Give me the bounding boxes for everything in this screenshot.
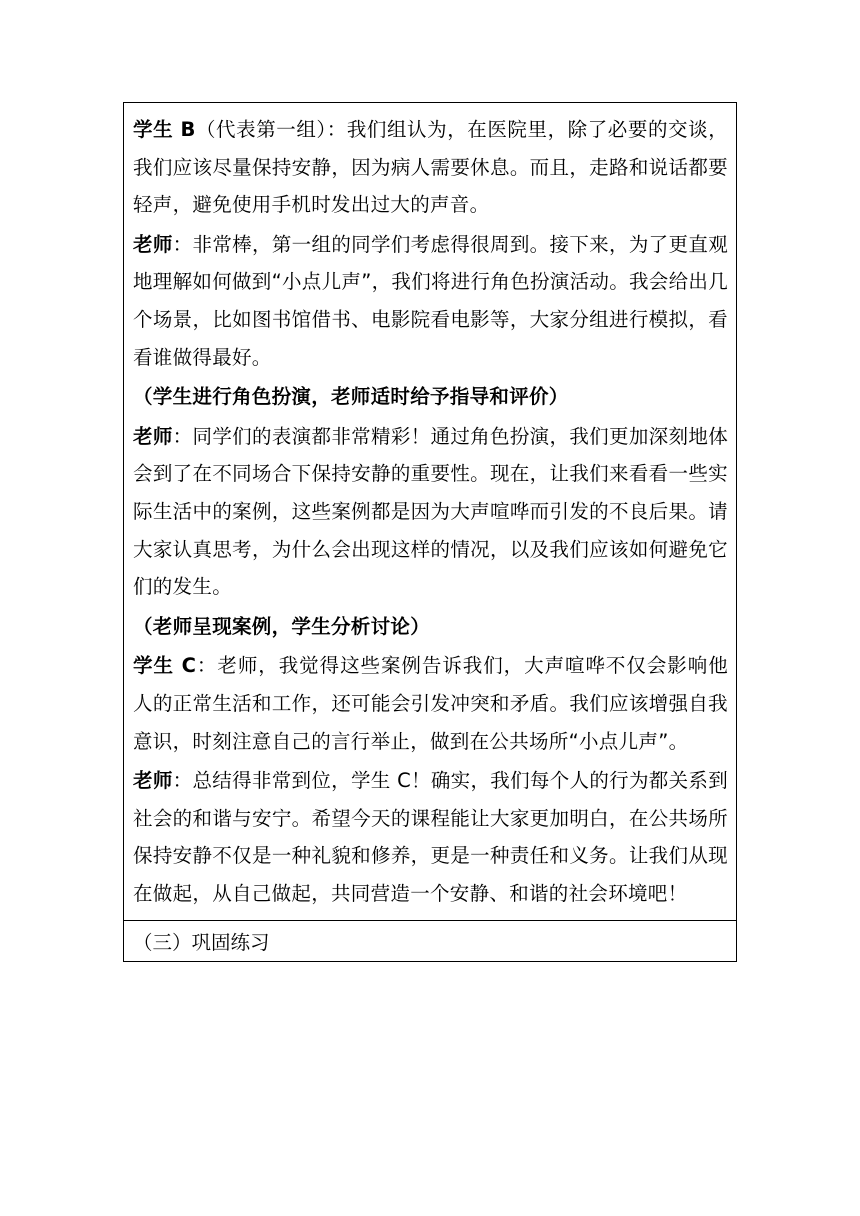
stage-direction-case-study: （老师呈现案例，学生分析讨论） (133, 614, 431, 638)
dialogue-paragraph-teacher (133, 418, 728, 606)
dialogue-text: ：同学们的表演都非常精彩！通过角色扮演，我们更加深刻地体会到了在不同场合下保持安静的重要性。现在，让我们来看看一些实际生活中的案例，这些案例都是因为大声喧哗而引发的不良后果。请大家认真思考，为什么会出现这样的情况，以及我们应该如何避免它们的发生。 (133, 424, 728, 599)
dialogue-text: （代表第一组）：我们组认为，在医院里，除了必要的交谈，我们应该尽量保持安静，因为病人需要休息。而且，走路和说话都要轻声，避免使用手机时发出过大的声音。 (133, 118, 728, 217)
dialogue-paragraph-student-c (133, 647, 728, 760)
dialogue-text: ：老师，我觉得这些案例告诉我们，大声喧哗不仅会影响他人的正常生活和工作，还可能会引发冲突和矛盾。我们应该增强自我意识，时刻注意自己的言行举止，做到在公共场所“小点儿声”。 (133, 654, 728, 753)
dialogue-paragraph-student-b (133, 111, 728, 224)
lesson-table (123, 102, 737, 962)
speaker-label: 老师 (133, 232, 173, 256)
dialogue-paragraph-teacher (133, 226, 728, 376)
speaker-label: 学生 C (133, 654, 197, 678)
speaker-label: 老师 (133, 424, 173, 448)
section-heading-cell (124, 921, 736, 961)
dialogue-paragraph-teacher (133, 762, 728, 912)
speaker-label: 老师 (133, 769, 173, 793)
section-heading: （三）巩固练习 (133, 931, 270, 955)
dialogue-text: ：总结得非常到位，学生 C！确实，我们每个人的行为都关系到社会的和谐与安宁。希望今天的课程能让大家更加明白，在公共场所保持安静不仅是一种礼貌和修养，更是一种责任和义务。让我们从现在做起，从自己做起，共同营造一个安静、和谐的社会环境吧！ (133, 769, 728, 905)
dialogue-cell (124, 103, 736, 921)
stage-direction-role-play: （学生进行角色扮演，老师适时给予指导和评价） (133, 385, 569, 409)
speaker-label: 学生 B (133, 118, 196, 141)
dialogue-text: ：非常棒，第一组的同学们考虑得很周到。接下来，为了更直观地理解如何做到“小点儿声”，我们将进行角色扮演活动。我会给出几个场景，比如图书馆借书、电影院看电影等，大家分组进行模拟，看看谁做得最好。 (133, 232, 729, 369)
